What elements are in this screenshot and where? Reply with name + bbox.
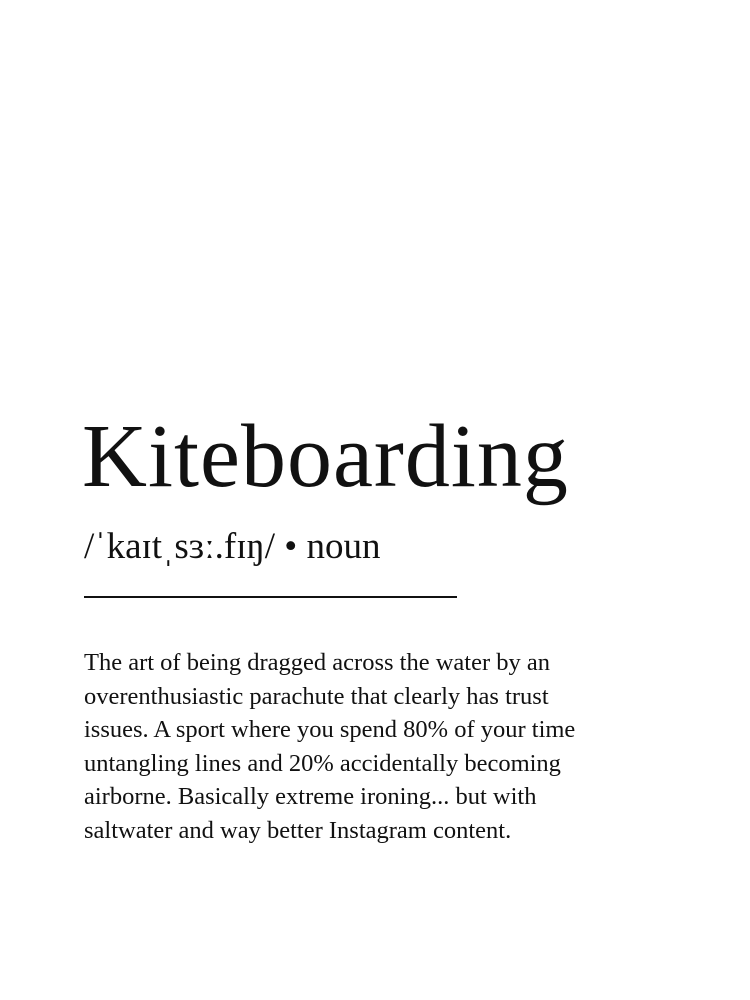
pronunciation: /ˈkaɪtˌsɜː.fɪŋ/ • noun xyxy=(84,526,381,567)
definition xyxy=(84,646,575,848)
definition-line: saltwater and way better Instagram content. xyxy=(84,816,512,844)
divider xyxy=(84,596,457,598)
definition-line: untangling lines and 20% accidentally becoming xyxy=(84,749,561,777)
definition-line: issues. A sport where you spend 80% of your time xyxy=(84,716,576,744)
definition-line: The art of being dragged across the water by an xyxy=(84,649,550,676)
definition-line: overenthusiastic parachute that clearly has trust xyxy=(84,682,549,710)
word-title: Kiteboarding xyxy=(82,407,569,506)
definition-line: airborne. Basically extreme ironing... but with xyxy=(84,783,537,811)
